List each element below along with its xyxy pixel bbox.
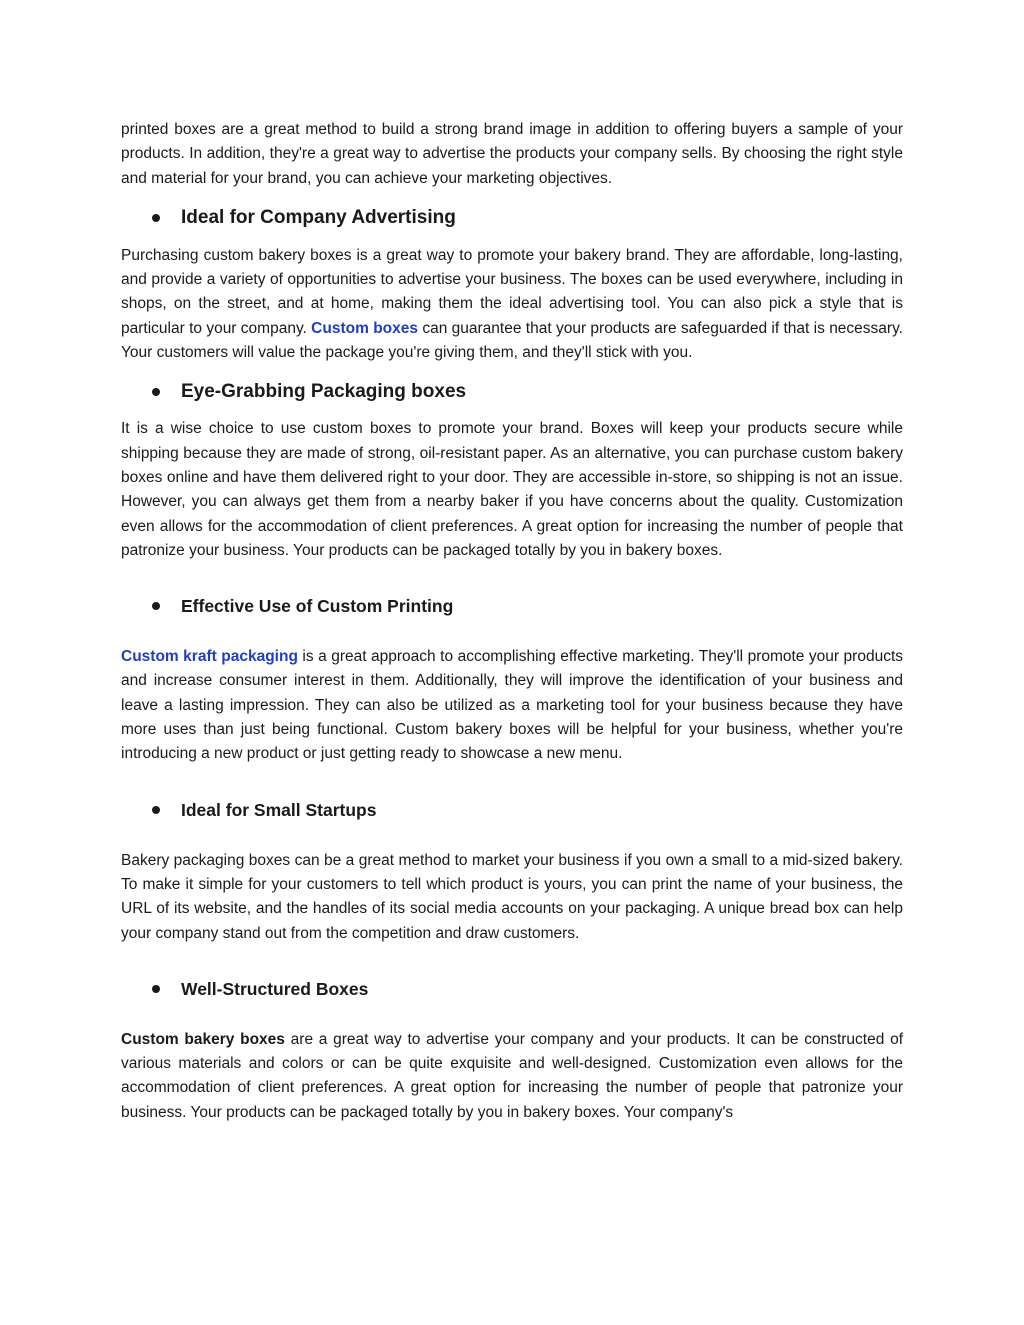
paragraph-well-structured	[121, 1028, 903, 1125]
heading-text: Ideal for Company Advertising	[181, 206, 456, 228]
heading-eye-grabbing-packaging	[121, 379, 903, 405]
heading-well-structured-boxes	[121, 976, 903, 1002]
paragraph-custom-printing	[121, 645, 903, 766]
heading-text: Eye-Grabbing Packaging boxes	[181, 381, 467, 403]
bullet-icon	[152, 985, 160, 993]
paragraph-text: can guarantee that your products are safeguarded if that is necessary. Your customers will value the package you're giving them, and they'll stick with you.	[121, 319, 903, 362]
heading-text: Well-Structured Boxes	[181, 978, 369, 999]
paragraph-text: Purchasing custom bakery boxes is a great way to promote your bakery brand. They are affordable, long-lasting, and provide a variety of opportunities to advertise your business. The boxes can be used everywhere, including in shops, on the street, and at home, making them the ideal advertising tool. You can also pick a style that is particular to your company.	[121, 246, 903, 337]
bullet-icon	[152, 602, 160, 610]
bullet-icon	[152, 214, 160, 222]
bullet-icon	[152, 806, 160, 814]
custom-kraft-packaging-link[interactable]: Custom kraft packaging	[121, 648, 298, 666]
paragraph-text: are a great way to advertise your company and your products. It can be constructed of various materials and colors or can be quite exquisite and well-designed. Customization even allows for the accommodation of client preferences. A great option for increasing the number of people that patronize your business. Your products can be packaged totally by you in bakery boxes. Your company's	[121, 1030, 903, 1121]
paragraph-text: is a great approach to accomplishing effective marketing. They'll promote your products and increase consumer interest in them. Additionally, they will improve the identification of your business and leave a lasting impression. They can also be utilized as a marketing tool for your business because they have more uses than just being functional. Custom bakery boxes will be helpful for your business, whether you're introducing a new product or just getting ready to showcase a new menu.	[121, 648, 904, 763]
heading-ideal-for-small-startups	[121, 797, 903, 823]
bullet-icon	[152, 388, 160, 396]
custom-boxes-link[interactable]: Custom boxes	[311, 319, 418, 337]
paragraph-small-startups: Bakery packaging boxes can be a great method to market your business if you own a small to a mid-sized bakery. To make it simple for your customers to tell which product is yours, you can print the name of your business, the URL of its website, and the handles of its social media accounts on your packaging. A unique bread box can help your company stand out from the competition and draw customers.	[121, 851, 903, 942]
heading-effective-use-of-custom-printing	[121, 593, 903, 619]
heading-ideal-for-company-advertising	[121, 205, 903, 231]
paragraph-company-advertising	[121, 244, 903, 365]
document-page	[121, 118, 903, 1125]
intro-paragraph: printed boxes are a great method to build a strong brand image in addition to offering buyers a sample of your products. In addition, they're a great way to advertise the products your company sells. By choosing the right style and material for your brand, you can achieve your marketing objectives.	[121, 121, 903, 187]
custom-bakery-boxes-bold: Custom bakery boxes	[121, 1030, 285, 1048]
paragraph-eye-grabbing: It is a wise choice to use custom boxes to promote your brand. Boxes will keep your products secure while shipping because they are made of strong, oil-resistant paper. As an alternative, you can purchase custom bakery boxes online and have them delivered right to your door. They are accessible in-store, so shipping is not an issue. However, you can always get them from a nearby baker if you have concerns about the quality. Customization even allows for the accommodation of client preferences. A great option for increasing the number of people that patronize your business. Your products can be packaged totally by you in bakery boxes.	[121, 420, 903, 559]
heading-text: Ideal for Small Startups	[181, 799, 377, 820]
heading-text: Effective Use of Custom Printing	[181, 596, 454, 617]
